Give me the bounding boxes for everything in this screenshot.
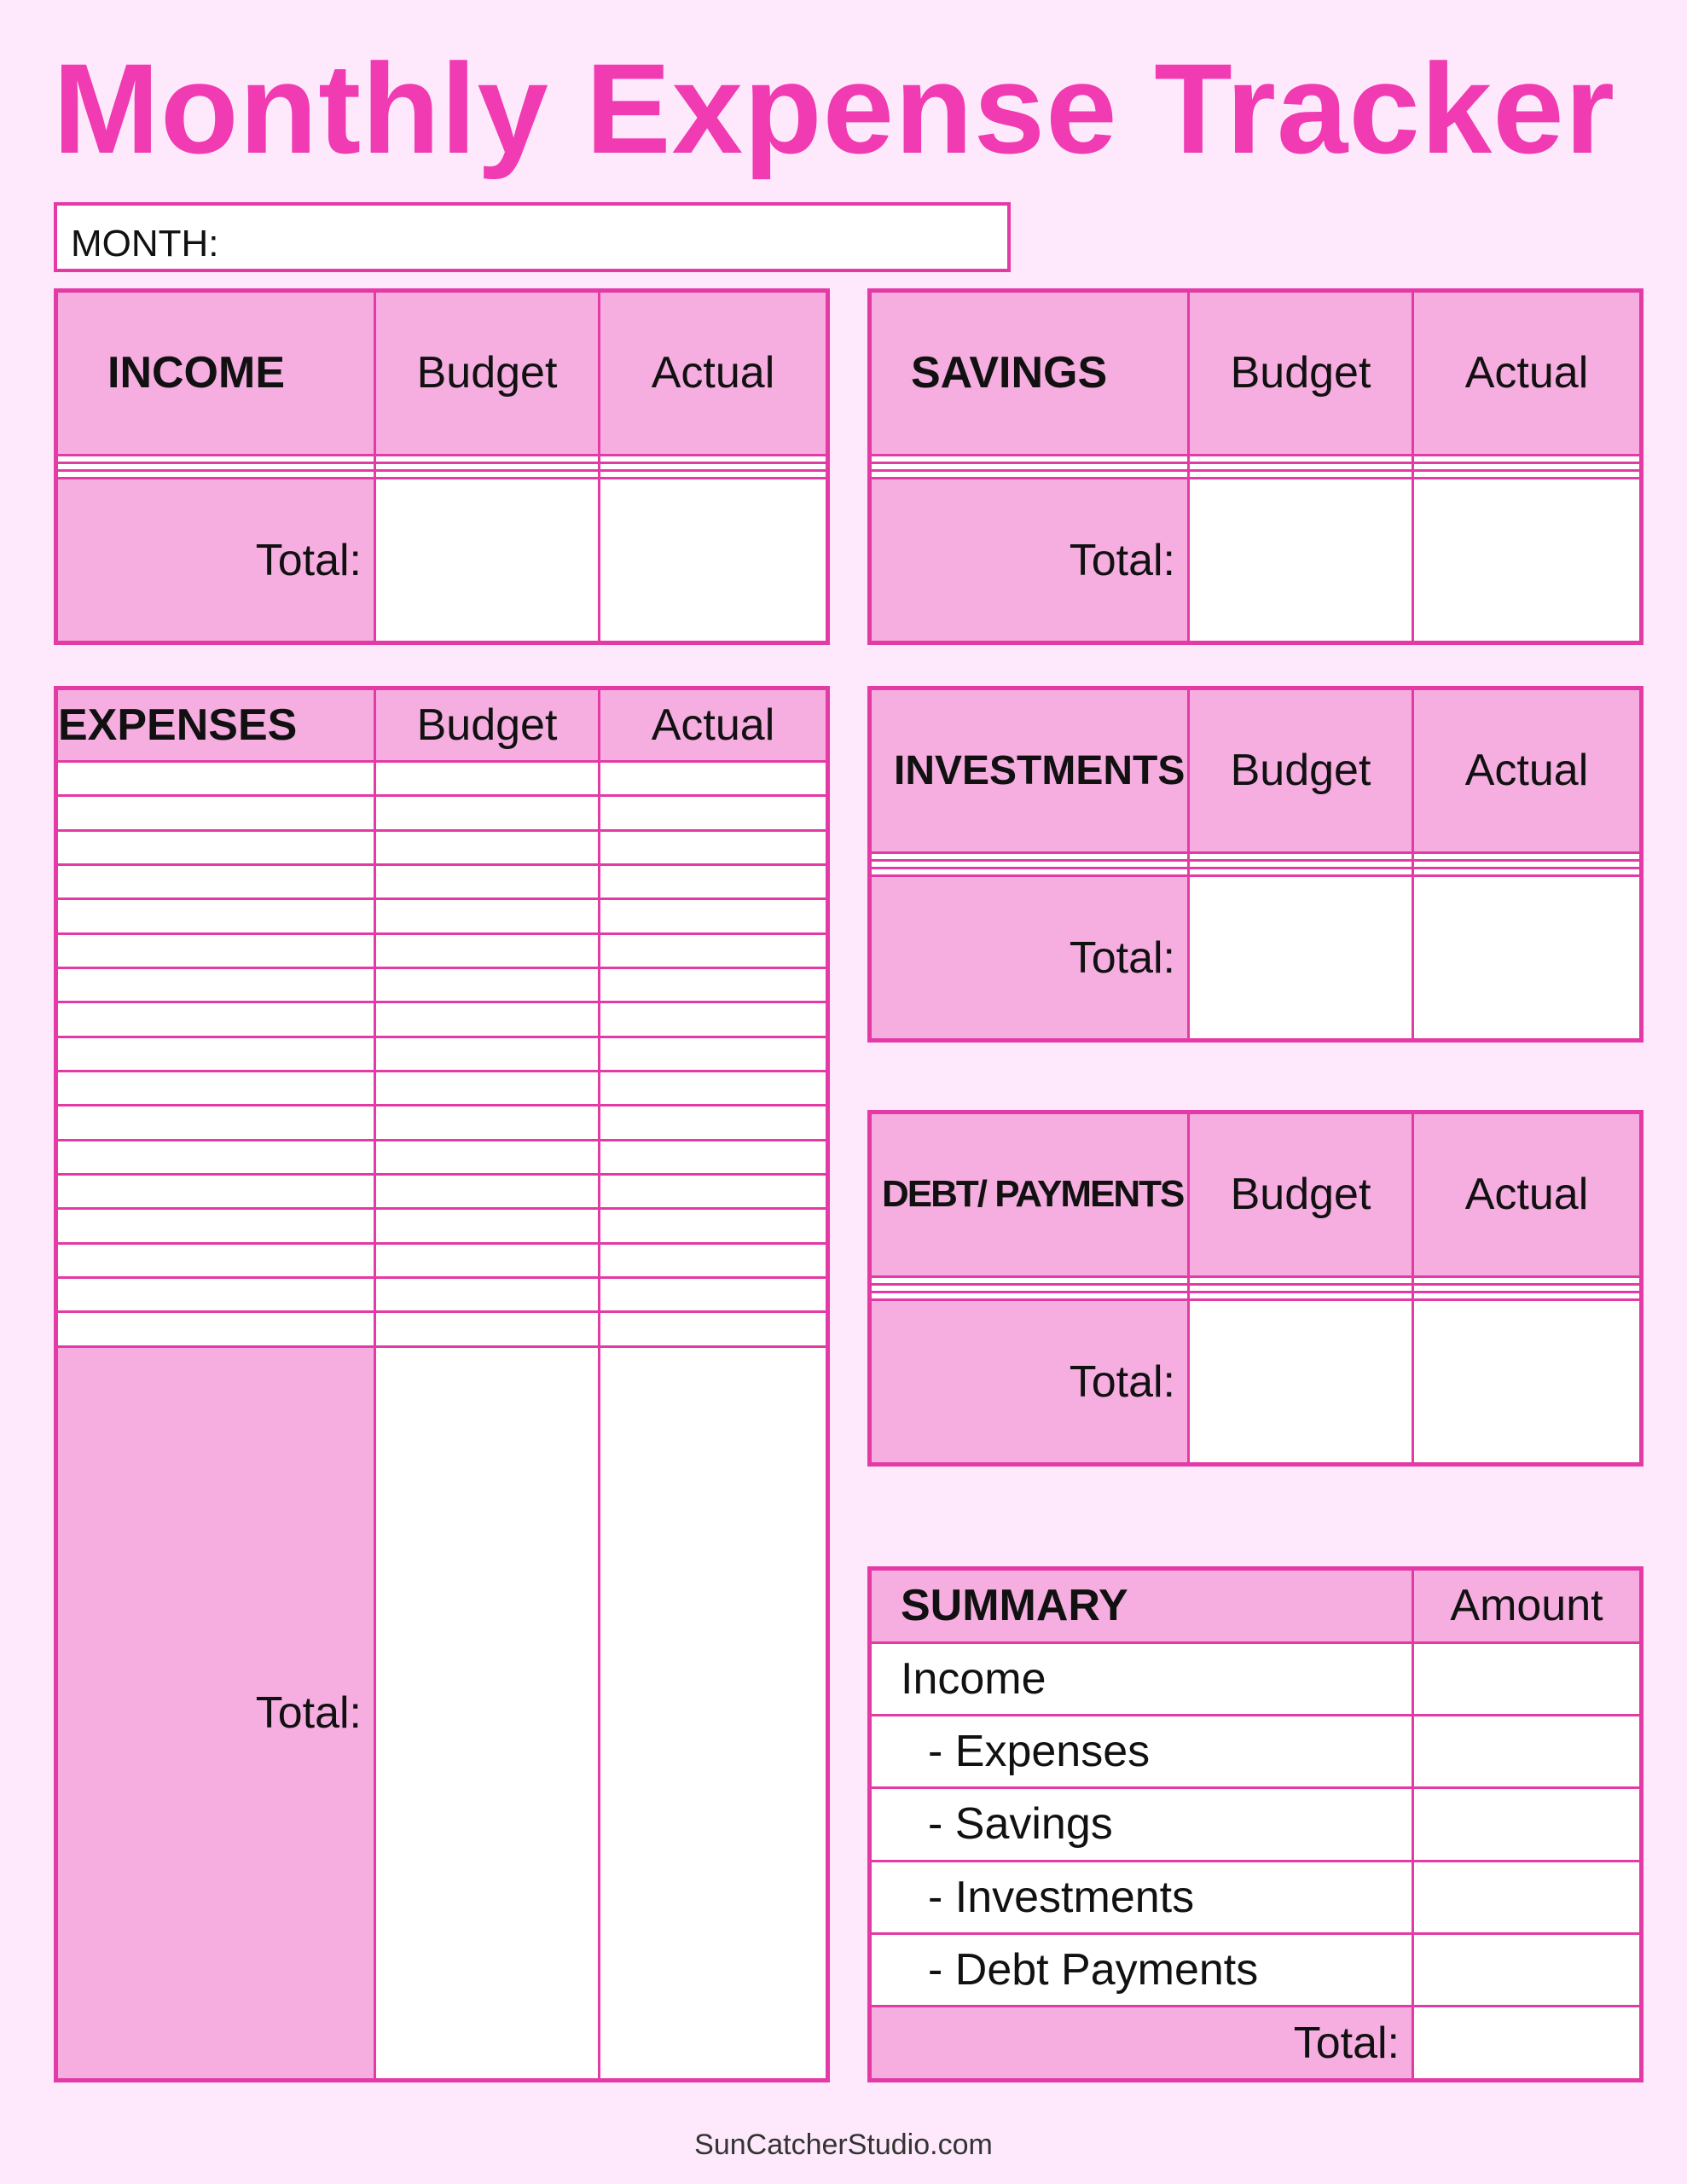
expenses-cell-budget[interactable] bbox=[375, 1243, 600, 1277]
income-cell-actual[interactable] bbox=[600, 462, 828, 470]
debt-row bbox=[870, 1292, 1642, 1299]
expenses-cell-item[interactable] bbox=[56, 1106, 375, 1140]
expenses-row bbox=[56, 1140, 828, 1174]
debt-budget-header: Budget bbox=[1189, 1112, 1413, 1277]
income-header-row bbox=[56, 291, 828, 456]
income-cell-actual[interactable] bbox=[600, 455, 828, 462]
expenses-row bbox=[56, 1037, 828, 1071]
expenses-table bbox=[54, 686, 830, 2082]
expenses-cell-budget[interactable] bbox=[375, 899, 600, 933]
expenses-cell-budget[interactable] bbox=[375, 1174, 600, 1208]
expenses-cell-actual[interactable] bbox=[600, 1243, 828, 1277]
expenses-row bbox=[56, 864, 828, 898]
expenses-cell-item[interactable] bbox=[56, 1002, 375, 1037]
income-row bbox=[56, 455, 828, 462]
expenses-row bbox=[56, 1071, 828, 1105]
summary-row bbox=[870, 1861, 1642, 1933]
expenses-cell-actual[interactable] bbox=[600, 1002, 828, 1037]
page-title: Monthly Expense Tracker bbox=[53, 37, 1616, 180]
savings-table bbox=[867, 288, 1644, 645]
expenses-cell-item[interactable] bbox=[56, 1243, 375, 1277]
savings-cell-budget[interactable] bbox=[1189, 470, 1413, 478]
expenses-total-budget[interactable] bbox=[375, 1346, 600, 2080]
income-total-row bbox=[56, 479, 828, 643]
savings-row bbox=[870, 470, 1642, 478]
debt-total-budget[interactable] bbox=[1189, 1300, 1413, 1465]
income-cell-actual[interactable] bbox=[600, 470, 828, 478]
savings-total-label: Total: bbox=[870, 479, 1189, 643]
debt-cell-item[interactable] bbox=[870, 1284, 1189, 1292]
summary-row bbox=[870, 1933, 1642, 2006]
investments-budget-header: Budget bbox=[1189, 688, 1413, 853]
investments-cell-budget[interactable] bbox=[1189, 868, 1413, 875]
investments-total-row bbox=[870, 876, 1642, 1041]
debt-row bbox=[870, 1276, 1642, 1284]
expenses-cell-actual[interactable] bbox=[600, 830, 828, 864]
expenses-cell-actual[interactable] bbox=[600, 864, 828, 898]
expenses-cell-budget[interactable] bbox=[375, 967, 600, 1002]
summary-row bbox=[870, 1788, 1642, 1861]
expenses-row bbox=[56, 899, 828, 933]
savings-budget-header: Budget bbox=[1189, 291, 1413, 456]
investments-header-row bbox=[870, 688, 1642, 853]
debt-cell-budget[interactable] bbox=[1189, 1276, 1413, 1284]
expenses-cell-budget[interactable] bbox=[375, 762, 600, 796]
investments-cell-actual[interactable] bbox=[1413, 852, 1642, 860]
income-cell-budget[interactable] bbox=[375, 455, 600, 462]
expenses-cell-budget[interactable] bbox=[375, 1002, 600, 1037]
expenses-cell-budget[interactable] bbox=[375, 1140, 600, 1174]
debt-cell-budget[interactable] bbox=[1189, 1284, 1413, 1292]
investments-row bbox=[870, 868, 1642, 875]
expenses-total-label: Total: bbox=[56, 1346, 375, 2080]
expenses-row bbox=[56, 967, 828, 1002]
month-field[interactable] bbox=[54, 202, 1011, 272]
expenses-cell-budget[interactable] bbox=[375, 830, 600, 864]
expenses-cell-item[interactable] bbox=[56, 830, 375, 864]
income-cell-budget[interactable] bbox=[375, 462, 600, 470]
summary-item-expenses: - Expenses bbox=[870, 1715, 1413, 1787]
summary-total-label: Total: bbox=[870, 2007, 1413, 2081]
expenses-cell-budget[interactable] bbox=[375, 1209, 600, 1243]
expenses-total-actual[interactable] bbox=[600, 1346, 828, 2080]
expenses-cell-item[interactable] bbox=[56, 796, 375, 830]
expenses-cell-budget[interactable] bbox=[375, 1071, 600, 1105]
expenses-cell-item[interactable] bbox=[56, 1209, 375, 1243]
expenses-cell-budget[interactable] bbox=[375, 1106, 600, 1140]
expenses-cell-actual[interactable] bbox=[600, 762, 828, 796]
expenses-row bbox=[56, 796, 828, 830]
expenses-cell-item[interactable] bbox=[56, 933, 375, 967]
expenses-row bbox=[56, 1312, 828, 1346]
summary-amount-income[interactable] bbox=[1413, 1642, 1642, 1715]
debt-row bbox=[870, 1284, 1642, 1292]
expenses-cell-budget[interactable] bbox=[375, 933, 600, 967]
income-table bbox=[54, 288, 830, 645]
summary-item-income: Income bbox=[870, 1642, 1413, 1715]
income-cell-item[interactable] bbox=[56, 462, 375, 470]
investments-cell-item[interactable] bbox=[870, 860, 1189, 868]
summary-item-investments: - Investments bbox=[870, 1861, 1413, 1933]
savings-row bbox=[870, 455, 1642, 462]
expenses-cell-actual[interactable] bbox=[600, 899, 828, 933]
summary-item-debt-payments: - Debt Payments bbox=[870, 1933, 1413, 2006]
investments-total-label: Total: bbox=[870, 876, 1189, 1041]
expenses-cell-budget[interactable] bbox=[375, 1037, 600, 1071]
income-total-actual[interactable] bbox=[600, 479, 828, 643]
expenses-row bbox=[56, 1002, 828, 1037]
income-total-label: Total: bbox=[56, 479, 375, 643]
debt-table bbox=[867, 1110, 1644, 1467]
expenses-cell-actual[interactable] bbox=[600, 967, 828, 1002]
expenses-cell-item[interactable] bbox=[56, 1174, 375, 1208]
savings-row bbox=[870, 462, 1642, 470]
expenses-cell-budget[interactable] bbox=[375, 1277, 600, 1311]
investments-row bbox=[870, 852, 1642, 860]
debt-heading: DEBT/ PAYMENTS bbox=[870, 1112, 1189, 1277]
summary-amount-header: Amount bbox=[1413, 1569, 1642, 1643]
summary-amount-savings[interactable] bbox=[1413, 1788, 1642, 1861]
savings-cell-item[interactable] bbox=[870, 455, 1189, 462]
expenses-row bbox=[56, 1209, 828, 1243]
investments-cell-item[interactable] bbox=[870, 852, 1189, 860]
expenses-row bbox=[56, 1174, 828, 1208]
expenses-cell-actual[interactable] bbox=[600, 1037, 828, 1071]
expenses-cell-item[interactable] bbox=[56, 1140, 375, 1174]
investments-heading: INVESTMENTS bbox=[870, 688, 1189, 853]
expenses-row bbox=[56, 830, 828, 864]
savings-cell-item[interactable] bbox=[870, 470, 1189, 478]
savings-cell-actual[interactable] bbox=[1413, 455, 1642, 462]
income-cell-item[interactable] bbox=[56, 455, 375, 462]
summary-total-amount[interactable] bbox=[1413, 2007, 1642, 2081]
expenses-cell-budget[interactable] bbox=[375, 796, 600, 830]
savings-cell-budget[interactable] bbox=[1189, 455, 1413, 462]
investments-actual-header: Actual bbox=[1413, 688, 1642, 853]
summary-amount-investments[interactable] bbox=[1413, 1861, 1642, 1933]
expenses-row bbox=[56, 1243, 828, 1277]
savings-heading: SAVINGS bbox=[870, 291, 1189, 456]
summary-heading: SUMMARY bbox=[870, 1569, 1413, 1643]
savings-header-row bbox=[870, 291, 1642, 456]
expenses-cell-item[interactable] bbox=[56, 1312, 375, 1346]
expenses-cell-item[interactable] bbox=[56, 899, 375, 933]
expenses-heading: EXPENSES bbox=[56, 688, 375, 762]
debt-header-row bbox=[870, 1112, 1642, 1277]
summary-row bbox=[870, 1715, 1642, 1787]
savings-total-row bbox=[870, 479, 1642, 643]
debt-total-label: Total: bbox=[870, 1300, 1189, 1465]
income-total-budget[interactable] bbox=[375, 479, 600, 643]
income-budget-header: Budget bbox=[375, 291, 600, 456]
income-heading: INCOME bbox=[56, 291, 375, 456]
debt-actual-header: Actual bbox=[1413, 1112, 1642, 1277]
expenses-row bbox=[56, 1106, 828, 1140]
savings-cell-budget[interactable] bbox=[1189, 462, 1413, 470]
expenses-cell-item[interactable] bbox=[56, 1071, 375, 1105]
investments-cell-budget[interactable] bbox=[1189, 860, 1413, 868]
savings-cell-actual[interactable] bbox=[1413, 462, 1642, 470]
debt-cell-actual[interactable] bbox=[1413, 1284, 1642, 1292]
debt-total-row bbox=[870, 1300, 1642, 1465]
summary-table bbox=[867, 1566, 1644, 2082]
investments-total-budget[interactable] bbox=[1189, 876, 1413, 1041]
expenses-header-row bbox=[56, 688, 828, 762]
expenses-cell-actual[interactable] bbox=[600, 1277, 828, 1311]
expenses-cell-item[interactable] bbox=[56, 1277, 375, 1311]
footer-credit: SunCatcherStudio.com bbox=[694, 2129, 993, 2161]
income-actual-header: Actual bbox=[600, 291, 828, 456]
expenses-row bbox=[56, 762, 828, 796]
expenses-cell-item[interactable] bbox=[56, 762, 375, 796]
savings-cell-item[interactable] bbox=[870, 462, 1189, 470]
expenses-row bbox=[56, 933, 828, 967]
expenses-cell-item[interactable] bbox=[56, 864, 375, 898]
debt-cell-item[interactable] bbox=[870, 1276, 1189, 1284]
expenses-cell-actual[interactable] bbox=[600, 1106, 828, 1140]
savings-actual-header: Actual bbox=[1413, 291, 1642, 456]
debt-cell-actual[interactable] bbox=[1413, 1276, 1642, 1284]
summary-row bbox=[870, 1642, 1642, 1715]
savings-cell-actual[interactable] bbox=[1413, 470, 1642, 478]
expenses-cell-budget[interactable] bbox=[375, 1312, 600, 1346]
summary-amount-expenses[interactable] bbox=[1413, 1715, 1642, 1787]
investments-cell-actual[interactable] bbox=[1413, 860, 1642, 868]
expenses-actual-header: Actual bbox=[600, 688, 828, 762]
summary-amount-debt-payments[interactable] bbox=[1413, 1933, 1642, 2006]
expenses-cell-actual[interactable] bbox=[600, 1312, 828, 1346]
expenses-cell-actual[interactable] bbox=[600, 1071, 828, 1105]
expenses-cell-actual[interactable] bbox=[600, 1140, 828, 1174]
expenses-row bbox=[56, 1277, 828, 1311]
income-row bbox=[56, 462, 828, 470]
debt-cell-actual[interactable] bbox=[1413, 1292, 1642, 1299]
expenses-cell-actual[interactable] bbox=[600, 1174, 828, 1208]
expenses-total-row bbox=[56, 1346, 828, 2080]
income-row bbox=[56, 470, 828, 478]
summary-header-row bbox=[870, 1569, 1642, 1643]
expenses-cell-item[interactable] bbox=[56, 967, 375, 1002]
investments-total-actual[interactable] bbox=[1413, 876, 1642, 1041]
savings-total-budget[interactable] bbox=[1189, 479, 1413, 643]
month-label: MONTH: bbox=[71, 223, 219, 264]
debt-cell-budget[interactable] bbox=[1189, 1292, 1413, 1299]
income-cell-item[interactable] bbox=[56, 470, 375, 478]
debt-total-actual[interactable] bbox=[1413, 1300, 1642, 1465]
expenses-cell-actual[interactable] bbox=[600, 796, 828, 830]
expenses-cell-item[interactable] bbox=[56, 1037, 375, 1071]
expenses-cell-actual[interactable] bbox=[600, 933, 828, 967]
savings-total-actual[interactable] bbox=[1413, 479, 1642, 643]
investments-cell-budget[interactable] bbox=[1189, 852, 1413, 860]
investments-cell-item[interactable] bbox=[870, 868, 1189, 875]
expenses-cell-actual[interactable] bbox=[600, 1209, 828, 1243]
investments-cell-actual[interactable] bbox=[1413, 868, 1642, 875]
debt-cell-item[interactable] bbox=[870, 1292, 1189, 1299]
income-cell-budget[interactable] bbox=[375, 470, 600, 478]
investments-row bbox=[870, 860, 1642, 868]
summary-item-savings: - Savings bbox=[870, 1788, 1413, 1861]
summary-total-row bbox=[870, 2007, 1642, 2081]
expenses-cell-budget[interactable] bbox=[375, 864, 600, 898]
expenses-budget-header: Budget bbox=[375, 688, 600, 762]
investments-table bbox=[867, 686, 1644, 1043]
